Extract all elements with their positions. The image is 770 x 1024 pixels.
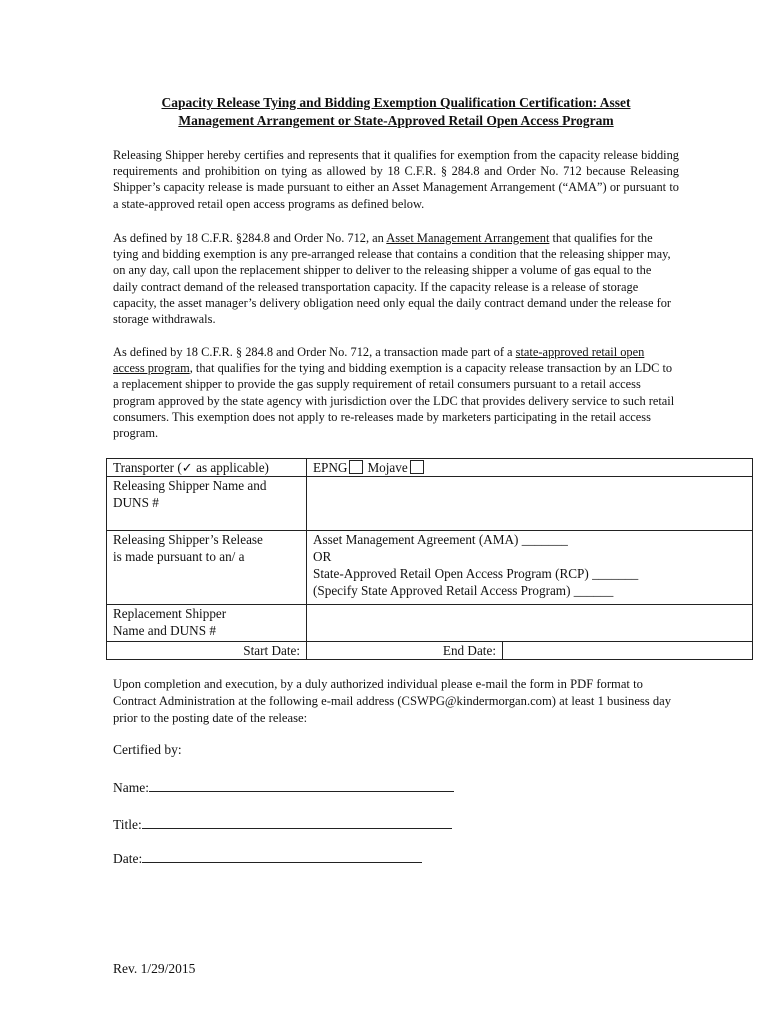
epng-checkbox[interactable] [349, 460, 363, 474]
document-title [110, 94, 682, 130]
title-line-2: Management Arrangement or State-Approved Retail Open Access Program [178, 113, 614, 128]
epng-label: EPNG [313, 460, 348, 475]
retail-pre-text: As defined by 18 C.F.R. § 284.8 and Order No. 712, a transaction made part of a [113, 345, 516, 359]
ama-pre-text: As defined by 18 C.F.R. §284.8 and Order No. 712, an [113, 231, 387, 245]
release-pursuant-label-line2: is made pursuant to an/ a [113, 549, 245, 564]
date-field [113, 850, 422, 867]
replacement-shipper-label-line2: Name and DUNS # [113, 623, 216, 638]
ama-post-text: that qualifies for the tying and bidding exemption is any pre-arranged release that contains a condition that the releasing shipper may, on any day, call upon the replacement shipper to deliver to the releasing shipper a volume of gas equal to the daily contract demand of the released transportation capacity. If the capacity release is a release of storage capacity, the asset manager’s delivery obligation need only equal the daily contract demand under the release for storage withdrawals. [113, 231, 672, 327]
title-line-1: Capacity Release Tying and Bidding Exemption Qualification Certification: Asset [161, 95, 631, 110]
releasing-shipper-row [107, 477, 753, 531]
releasing-shipper-label-line2: DUNS # [113, 495, 159, 510]
release-pursuant-row [107, 531, 753, 605]
retail-term: state-approved retail open access program [113, 345, 645, 376]
certified-by-label: Certified by: [113, 742, 182, 757]
retail-post-text: , that qualifies for the tying and bidding exemption is a capacity release transaction by an LDC to a replacement shipper to provide the gas supply requirement of retail consumers pursuant to a retail access program approved by the state agency with jurisdiction over the LDC that provides delivery service to such retail consumers. This exemption does not apply to re-releases made by marketers participating in the retail access program. [113, 361, 675, 441]
transporter-row [107, 459, 753, 477]
release-pursuant-label-line1: Releasing Shipper’s Release [113, 532, 263, 547]
releasing-shipper-field[interactable] [307, 477, 753, 531]
or-text: OR [313, 549, 332, 564]
release-form-table [106, 458, 753, 660]
date-input-line[interactable] [142, 850, 422, 863]
ama-definition-paragraph [113, 230, 679, 327]
title-field [113, 816, 452, 833]
date-label: Date: [113, 851, 143, 866]
transporter-options [307, 459, 753, 477]
replacement-shipper-label-line1: Replacement Shipper [113, 606, 227, 621]
name-label: Name: [113, 780, 149, 795]
releasing-shipper-label [107, 477, 307, 531]
retail-program-definition-paragraph [113, 344, 679, 441]
certification-paragraph: Releasing Shipper hereby certifies and represents that it qualifies for exemption from the capacity release bidding requirements and prohibition on tying as allowed by 18 C.F.R. § 284.8 and Order No. 712 because Releasing Shipper’s capacity release is made pursuant to either an Asset Management Arrangement (“AMA”) or pursuant to a state-approved retail open access programs as defined below. [113, 148, 679, 211]
replacement-shipper-field[interactable] [307, 605, 753, 642]
mojave-checkbox[interactable] [410, 460, 424, 474]
title-label: Title: [113, 817, 142, 832]
revision-date: Rev. 1/29/2015 [113, 961, 196, 976]
name-input-line[interactable] [149, 779, 454, 792]
title-input-line[interactable] [142, 816, 452, 829]
dates-row [107, 642, 753, 660]
start-date-label: Start Date: [107, 642, 307, 660]
release-pursuant-label [107, 531, 307, 605]
submission-instructions: Upon completion and execution, by a duly authorized individual please e-mail the form in PDF format to Contract Administration at the following e-mail address (CSWPG@kindermorgan.com) at least 1 business day prior to the posting date of the release: [113, 677, 672, 725]
mojave-label: Mojave [367, 460, 408, 475]
end-date-label: End Date: [307, 642, 503, 660]
transporter-label: Transporter (✓ as applicable) [107, 459, 307, 477]
end-date-field[interactable] [503, 642, 753, 660]
ama-option[interactable]: Asset Management Agreement (AMA) _______ [313, 532, 568, 547]
rcp-option[interactable]: State-Approved Retail Open Access Program (RCP) _______ [313, 566, 639, 581]
replacement-shipper-label [107, 605, 307, 642]
replacement-shipper-row [107, 605, 753, 642]
releasing-shipper-label-line1: Releasing Shipper Name and [113, 478, 267, 493]
ama-term: Asset Management Arrangement [386, 231, 550, 245]
release-pursuant-options [307, 531, 753, 605]
specify-program-field[interactable]: (Specify State Approved Retail Access Program) ______ [313, 583, 614, 598]
name-field [113, 779, 454, 796]
